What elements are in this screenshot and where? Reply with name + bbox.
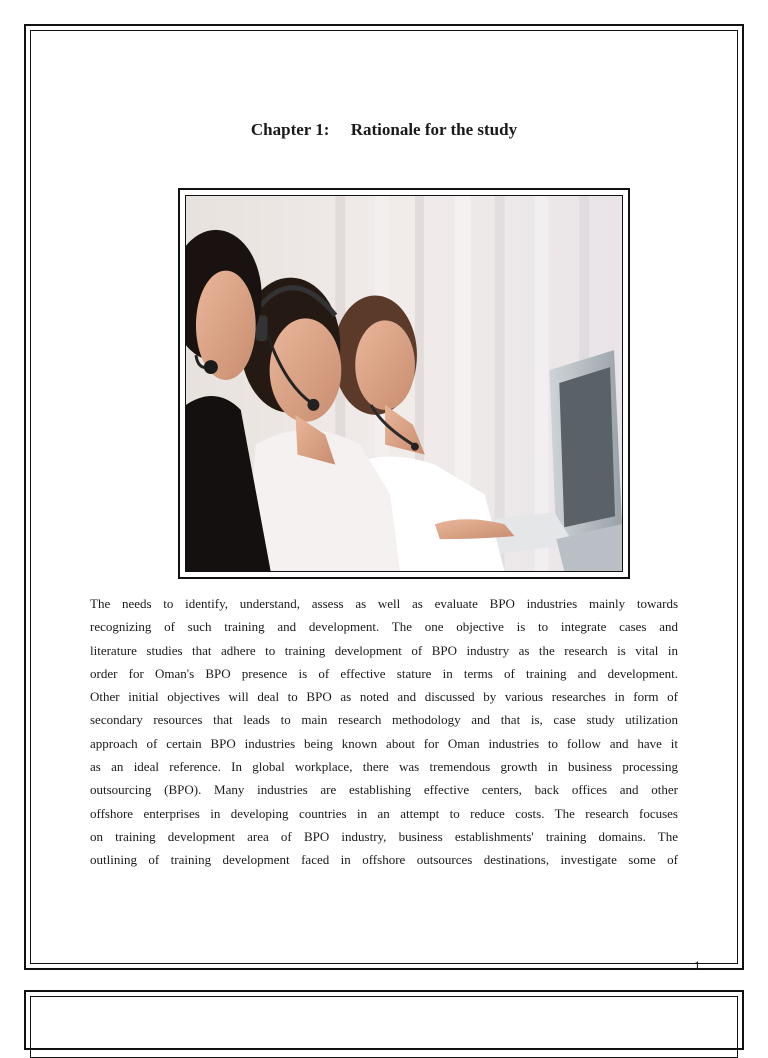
body-line: The needs to identify, understand, assess as well as evaluate BPO industries mainly towards <box>90 596 678 611</box>
body-line: offshore enterprises in developing countries in an attempt to reduce costs. The research focuses <box>90 805 678 821</box>
next-page <box>24 990 744 1050</box>
page-number: 1 <box>694 958 701 973</box>
figure-frame <box>178 188 630 579</box>
body-line: order for Oman's BPO presence is of effective stature in terms of training and development. <box>90 665 678 681</box>
body-line: as an ideal reference. In global workplace, there was tremendous growth in business processing <box>90 759 678 775</box>
body-line: Other initial objectives will deal to BPO as noted and discussed by various researches in form of <box>90 689 678 705</box>
call-center-photo-icon <box>186 196 622 571</box>
next-page-inner-border <box>30 996 738 1058</box>
figure-inner-border <box>185 195 623 572</box>
body-line: secondary resources that leads to main research methodology and that is, case study utilization <box>90 712 678 728</box>
body-line: on training development area of BPO industry, business establishments' training domains. The <box>90 828 678 844</box>
chapter-title: Chapter 1: Rationale for the study <box>250 120 518 139</box>
body-line: literature studies that adhere to training development of BPO industry as the research is vital in <box>90 642 678 658</box>
body-line: outsourcing (BPO). Many industries are establishing effective centers, back offices and other <box>90 782 678 798</box>
body-line: approach of certain BPO industries being known about for Oman industries to follow and have it <box>90 735 678 751</box>
body-paragraph <box>90 592 678 872</box>
body-line: outlining of training development faced in offshore outsources destinations, investigate some of <box>90 852 678 868</box>
body-line: recognizing of such training and development. The one objective is to integrate cases and <box>90 619 678 635</box>
